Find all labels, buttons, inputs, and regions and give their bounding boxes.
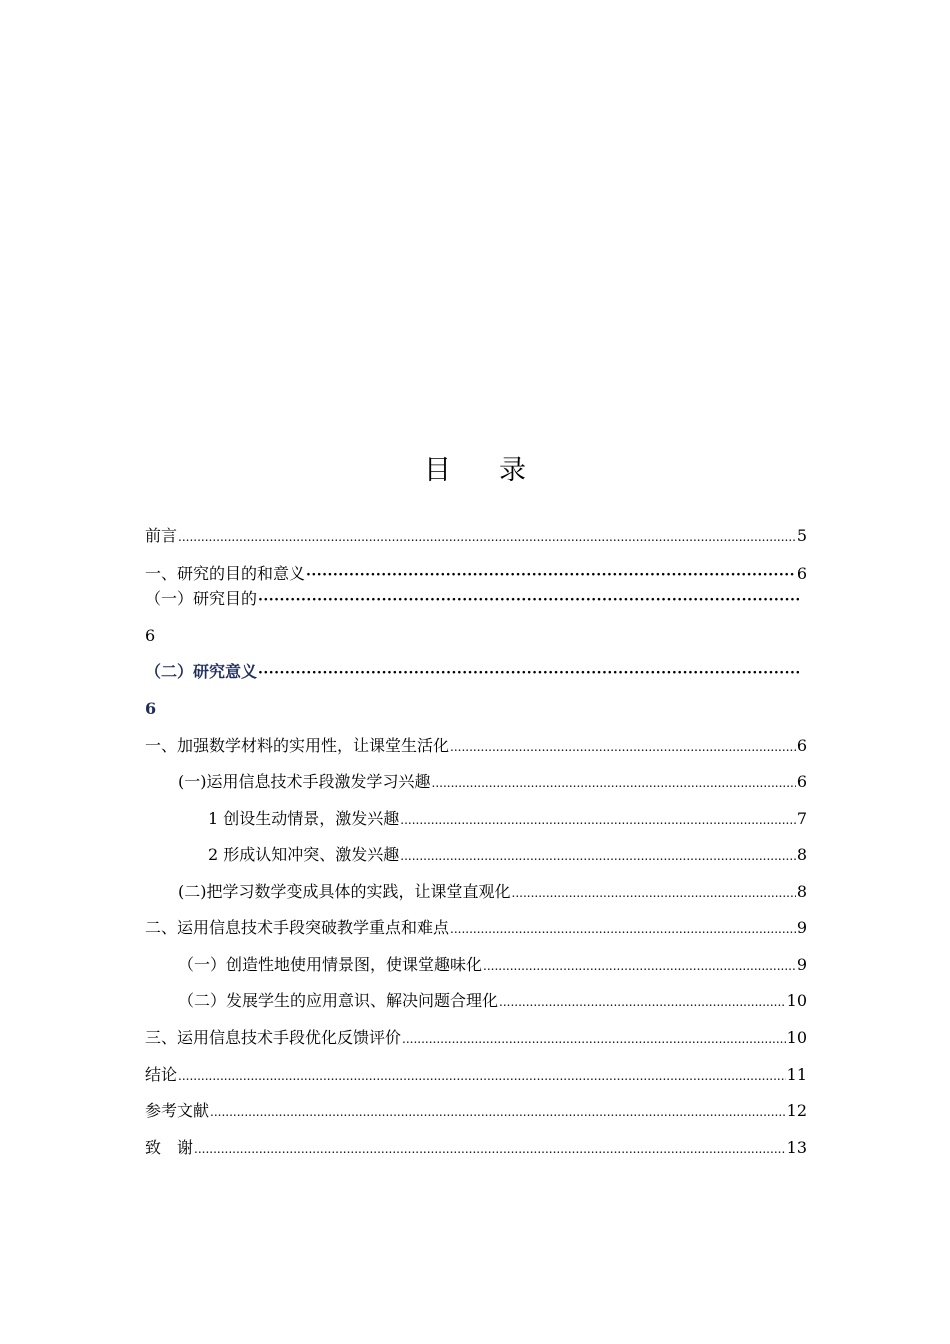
toc-entry-preface[interactable]: [145, 526, 807, 547]
toc-entry-part-1-b[interactable]: [178, 882, 807, 903]
toc-entry-part-2[interactable]: [145, 918, 807, 939]
toc-title-char-1: 目: [424, 455, 451, 486]
leader-dots: [258, 663, 799, 683]
leader-dots: [400, 846, 796, 866]
toc-entry-references[interactable]: [145, 1101, 807, 1122]
leader-dots: [432, 773, 796, 793]
toc-entry-research-purpose[interactable]: [145, 589, 800, 610]
leader-dots: [450, 919, 796, 939]
leader-dots: [400, 810, 796, 830]
toc-label: 一、加强数学材料的实用性，让课堂生活化: [145, 736, 450, 755]
toc-entry-research-purpose-meaning[interactable]: [145, 564, 807, 585]
toc-entry-part-3[interactable]: [145, 1028, 807, 1049]
toc-label: 参考文献: [145, 1101, 210, 1120]
leader-dots: [210, 1102, 786, 1122]
toc-page: 10: [786, 1028, 807, 1047]
toc-page-research-purpose: 6: [145, 626, 156, 645]
leader-dots: [178, 1066, 786, 1086]
toc-page: 8: [796, 845, 807, 864]
toc-label: (二)把学习数学变成具体的实践，让课堂直观化: [178, 882, 511, 901]
leader-dots: [258, 590, 799, 610]
toc-entry-research-meaning[interactable]: [145, 662, 800, 683]
toc-label: 2 形成认知冲突、激发兴趣: [208, 845, 400, 864]
toc-page: 9: [796, 955, 807, 974]
toc-entry-part-2-b[interactable]: [178, 991, 807, 1012]
leader-dots: [402, 1029, 786, 1049]
toc-label: （二）研究意义: [145, 662, 258, 681]
toc-page: 6: [796, 564, 807, 583]
toc-label: (一)运用信息技术手段激发学习兴趣: [178, 772, 431, 791]
toc-label: 前言: [145, 526, 178, 545]
toc-page: 9: [796, 918, 807, 937]
toc-page: 6: [796, 772, 807, 791]
leader-dots: [483, 956, 796, 976]
leader-dots: [194, 1139, 786, 1159]
toc-entry-part-1-a[interactable]: [178, 772, 807, 793]
toc-label: 二、运用信息技术手段突破教学重点和难点: [145, 918, 450, 937]
leader-dots: [306, 565, 796, 585]
toc-entry-part-1[interactable]: [145, 736, 807, 757]
toc-page: 6: [796, 736, 807, 755]
leader-dots: [450, 737, 796, 757]
toc-label: （一）研究目的: [145, 589, 258, 608]
toc-page: 12: [786, 1101, 807, 1120]
leader-dots: [512, 883, 796, 903]
toc-entry-part-1-a-1[interactable]: [208, 809, 807, 830]
toc-page: 10: [786, 991, 807, 1010]
toc-entry-part-2-a[interactable]: [178, 955, 807, 976]
toc-page: 11: [786, 1065, 807, 1084]
leader-dots: [499, 992, 786, 1012]
toc-label: 三、运用信息技术手段优化反馈评价: [145, 1028, 402, 1047]
toc-page-research-meaning: 6: [145, 699, 157, 718]
toc-page: 13: [786, 1138, 807, 1157]
toc-label: 一、研究的目的和意义: [145, 564, 306, 583]
toc-label: 结论: [145, 1065, 178, 1084]
toc-entry-conclusion[interactable]: [145, 1065, 807, 1086]
toc-label: （二）发展学生的应用意识、解决问题合理化: [178, 991, 499, 1010]
toc-page: 8: [796, 882, 807, 901]
toc-page: 5: [796, 526, 807, 545]
toc-label: 1 创设生动情景，激发兴趣: [208, 809, 400, 828]
toc-page: 7: [796, 809, 807, 828]
toc-entry-acknowledgements[interactable]: [145, 1138, 807, 1159]
leader-dots: [178, 527, 796, 547]
toc-label: （一）创造性地使用情景图，使课堂趣味化: [178, 955, 483, 974]
toc-title-char-2: 录: [499, 455, 526, 486]
toc-title: [0, 448, 950, 487]
toc-label: 致 谢: [145, 1138, 194, 1157]
toc-entry-part-1-a-2[interactable]: [208, 845, 807, 866]
